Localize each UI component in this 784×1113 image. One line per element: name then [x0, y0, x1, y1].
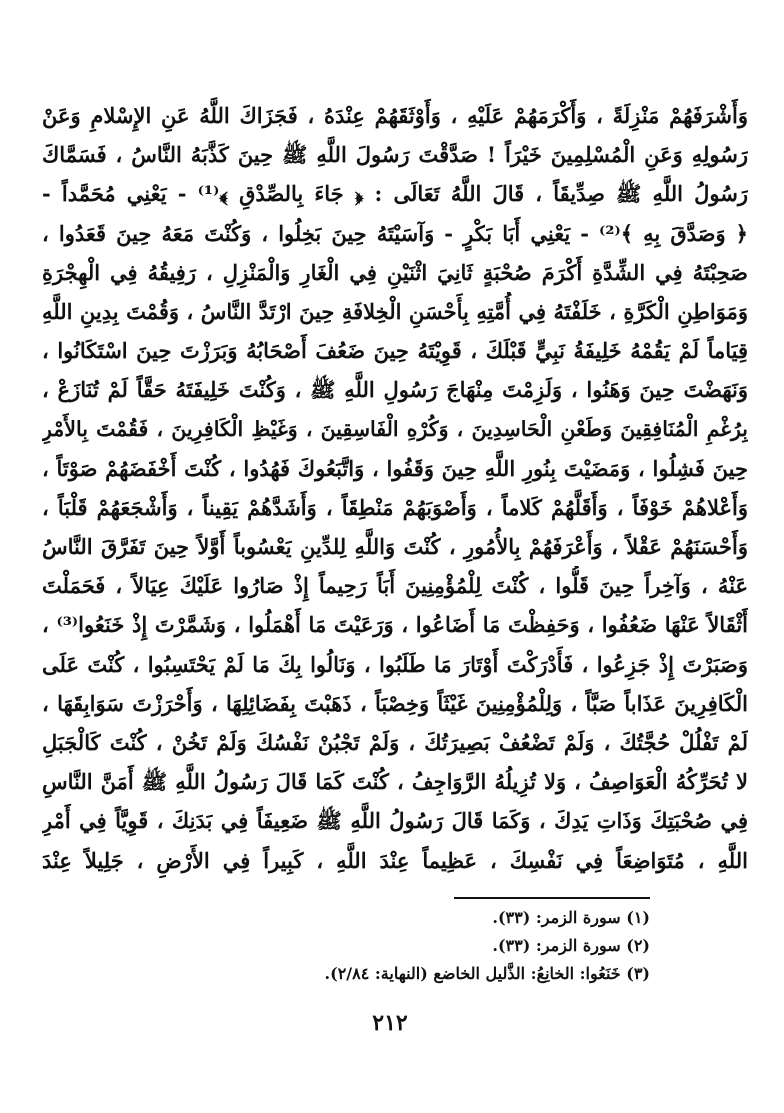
- text-line: وَأَعْلاهُمْ خَوْفَاً ، وَأَقَلَّهُمْ كَلاماً ، وَأَصْوَبَهُمْ مَنْطِقَاً ، وَأَشَدَّهُمْ يَقِيناً ، وَأَشْجَعَهُمْ قَلْبَاً ،: [42, 494, 748, 520]
- text-line: الْكَافِرِينَ عَذَاباً صَبَّاً ، وَلِلْمُؤْمِنِينَ غَيْثَاً وَخِصْبَاً ، ذَهَبْتَ بِفَضَائِلِهَا ، وَأَحْرَزْتَ سَوَابِقَهَا ،: [42, 690, 748, 716]
- text-line: فِي صُحْبَتِكَ وَذَاتِ يَدِكَ ، وَكَمَا قَالَ رَسُولُ اللَّهِ ﷺ ضَعِيفَاً فِي بَدَنِكَ ، قَوِيَّاً فِي أَمْرِ: [42, 808, 748, 834]
- text-line: بِرُغْمِ الْمُنَافِقِينَ وَطَعْنِ الْحَاسِدِينَ ، وَكُرْهِ الْفَاسِقِينَ ، وَغَيْظِ الْكَافِرِينَ ، فَقُمْتَ بِالأَمْرِ: [42, 416, 748, 441]
- text-line: ﴿ وَصَدَّقَ بِهِ ﴾⁽²⁾ - يَعْنِي أَبَا بَكْرٍ - وَآسَيْتَهُ حِينَ بَخِلُوا ، وَكُنْتَ مَعَهُ حِينَ قَعَدُوا ،: [42, 220, 748, 246]
- text-line: لَمْ تَفْلُلْ حُجَّتُكَ ، وَلَمْ تَضْعُفْ بَصِيرَتُكَ ، وَلَمْ تَجْبُنْ نَفْسُكَ وَلَمْ تَخُنْ ، كُنْتَ كَالْجَبَلِ: [42, 730, 748, 755]
- text-line: وَنَهَضْتَ حِينَ وَهَنُوا ، وَلَزِمْتَ مِنْهَاجَ رَسُولِ اللَّهِ ﷺ ، وَكُنْتَ خَلِيفَتَهُ حَقَّاً لَمْ تُنَازَعْ ،: [42, 377, 748, 403]
- footnote: (٢) سورة الزمر: (٣٣).: [492, 936, 650, 955]
- text-line: عَنْهُ ، وَآخِراً حِينَ قَلُّوا ، كُنْتَ لِلْمُؤْمِنِينَ أَبَاً رَحِيماً إِذْ صَارُوا عَلَيْكَ عِيَالاً ، فَحَمَلْتَ: [42, 573, 748, 599]
- footnote: (١) سورة الزمر: (٣٣).: [492, 908, 650, 927]
- body-text: [42, 96, 748, 880]
- text-line: وَصَبَرْتَ إِذْ جَزِعُوا ، فَأَدْرَكْتَ أَوْتَارَ مَا طَلَبُوا ، وَنَالُوا بِكَ مَا لَمْ يَحْتَسِبُوا ، كُنْتَ عَلَى: [42, 651, 748, 677]
- text-line: لا تُحَرِّكُهُ الْعَوَاصِفُ ، وَلا تُزِيلُهُ الرَّوَاجِفُ ، كُنْتَ كَمَا قَالَ رَسُولُ اللَّهِ ﷺ أَمَنَّ النَّاسِ: [42, 769, 748, 795]
- text-line: قِيَاماً لَمْ يَقُمْهُ خَلِيفَةُ نَبِيٍّ قَبْلَكَ ، قَوِيْتَهُ حِينَ ضَعُفَ أَصْحَابُهُ وَبَرَزْتَ حِينَ اسْتَكَانُوا ،: [42, 338, 748, 364]
- text-line: رَسُولِهِ وَعَنِ الْمُسْلِمِينَ خَيْرَاً ! صَدَّقْتَ رَسُولَ اللَّهِ ﷺ حِينَ كَذَّبَهُ النَّاسُ ، فَسَمَّاكَ: [42, 142, 748, 168]
- page-number: ٢١٢: [372, 1010, 408, 1036]
- text-line: وَأَشْرَفَهُمْ مَنْزِلَةً ، وَأَكْرَمَهُمْ عَلَيْهِ ، وَأَوْثَقَهُمْ عِنْدَهُ ، فَجَزَاكَ اللَّهُ عَنِ الإِسْلامِ وَعَنْ: [42, 103, 748, 128]
- text-line: حِينَ فَشِلُوا ، وَمَضَيْتَ بِنُورِ اللَّهِ حِينَ وَقَفُوا ، وَاتَّبَعُوكَ فَهُدُوا ، كُنْتَ أَخْفَضَهُمْ صَوْتَاً ،: [42, 455, 748, 481]
- text-line: وَمَوَاطِنِ الْكَرَّةِ ، خَلَفْتَهُ فِي أُمَّتِهِ بِأَحْسَنِ الْخِلافَةِ حِينَ ارْتَدَّ النَّاسُ ، وَقُمْتَ بِدِينِ اللَّهِ: [42, 298, 748, 324]
- text-line: اللَّهِ ، مُتَوَاضِعَاً فِي نَفْسِكَ ، عَظِيماً عِنْدَ اللَّهِ ، كَبِيراً فِي الأَرْضِ ، جَلِيلاً عِنْدَ: [42, 847, 748, 873]
- footnote: (٣) خَنَعُوا: الخانِعُ: الذَّليل الخاضع (النهاية: ٢/٨٤).: [324, 964, 650, 983]
- footnotes: [300, 904, 650, 988]
- text-line: صَحِبْتَهُ فِي الشِّدَّةِ أَكْرَمَ صُحْبَةٍ ثَانِيَ اثْنَيْنِ فِي الْغَارِ وَالْمَنْزِلِ ، رَفِيقُهُ فِي الْهِجْرَةِ: [42, 259, 748, 285]
- footnote-divider: [454, 897, 650, 899]
- text-line: وَأَحْسَنَهُمْ عَقْلاً ، وَأَعْرَفَهُمْ بِالأُمُورِ ، كُنْتَ وَاللَّهِ لِلدِّينِ يَعْسُوباً أَوَّلاً حِينَ تَفَرَّقَ النَّاسُ: [42, 534, 748, 560]
- text-line: أَثْقَالاً عَنْهَا ضَعُفُوا ، وَحَفِظْتَ مَا أَضَاعُوا ، وَرَعَيْتَ مَا أَهْمَلُوا ، وَشَمَّرْتَ إِذْ خَنَعُوا⁽³⁾ ،: [42, 612, 748, 638]
- text-line: رَسُولُ اللَّهِ ﷺ صِدِّيقَاً ، قَالَ اللَّهُ تَعَالَى : ﴿ جَاءَ بِالصِّدْقِ ﴾⁽¹⁾ - يَعْنِي مُحَمَّداً -: [42, 181, 748, 207]
